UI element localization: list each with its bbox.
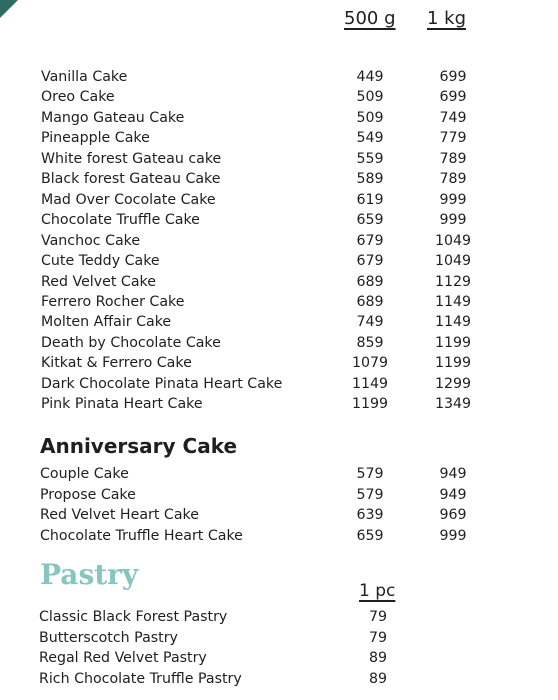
price-500g: 509 (356, 89, 384, 106)
list-item (0, 464, 558, 484)
item-name: Kitkat & Ferrero Cake (41, 355, 192, 372)
price-500g: 579 (356, 486, 384, 503)
price-1pc: 89 (368, 670, 388, 687)
list-item (0, 169, 558, 189)
price-1kg: 1129 (434, 273, 472, 290)
price-1kg: 1199 (434, 334, 472, 351)
item-name: Classic Black Forest Pastry (39, 609, 228, 625)
price-500g: 859 (356, 334, 384, 351)
price-1kg: 1049 (434, 232, 472, 249)
price-500g: 1199 (351, 396, 389, 413)
pastry-section-title: Pastry (40, 558, 139, 591)
item-name: Chocolate Truffle Heart Cake (40, 527, 243, 544)
price-500g: 449 (356, 69, 384, 85)
list-item (0, 231, 558, 251)
list-item (0, 628, 558, 648)
price-500g: 579 (356, 466, 384, 482)
price-1kg: 1149 (434, 314, 472, 331)
price-1pc: 89 (368, 650, 388, 666)
list-item (0, 210, 558, 230)
item-name: Red Velvet Heart Cake (40, 507, 199, 523)
price-500g: 749 (356, 314, 384, 331)
price-1kg: 1049 (434, 253, 472, 270)
price-1kg: 1299 (434, 375, 472, 392)
list-item (0, 505, 558, 525)
list-item (0, 607, 558, 627)
list-item (0, 485, 558, 505)
price-1kg: 999 (439, 527, 467, 544)
price-1kg: 699 (439, 69, 467, 85)
item-name: Death by Chocolate Cake (41, 334, 221, 351)
price-1kg: 789 (439, 171, 467, 188)
item-name: Mango Gateau Cake (41, 109, 185, 126)
list-item (0, 190, 558, 210)
price-1kg: 779 (439, 130, 467, 147)
price-500g: 679 (356, 232, 384, 249)
item-name: Vanilla Cake (41, 69, 128, 85)
price-1kg: 749 (439, 109, 467, 126)
list-item (0, 333, 558, 353)
price-1kg: 949 (439, 486, 467, 503)
item-name: Couple Cake (40, 466, 129, 482)
list-item (0, 312, 558, 332)
list-item (0, 374, 558, 394)
item-name: White forest Gateau cake (41, 150, 222, 167)
item-name: Dark Chocolate Pinata Heart Cake (41, 375, 283, 392)
item-name: Black forest Gateau Cake (41, 171, 221, 188)
list-item (0, 87, 558, 107)
price-500g: 1079 (351, 355, 389, 372)
price-500g: 679 (356, 253, 384, 270)
header-1kg: 1 kg (427, 8, 467, 29)
price-1kg: 999 (439, 212, 467, 229)
item-name: Chocolate Truffle Cake (41, 212, 200, 229)
price-500g: 639 (356, 507, 384, 523)
price-1kg: 949 (439, 466, 467, 482)
price-500g: 619 (356, 191, 384, 208)
item-name: Pink Pinata Heart Cake (41, 396, 203, 413)
list-item (0, 526, 558, 546)
price-500g: 659 (356, 212, 384, 229)
price-500g: 689 (356, 293, 384, 310)
item-name: Molten Affair Cake (41, 314, 172, 331)
price-1kg: 969 (439, 507, 467, 523)
item-name: Butterscotch Pastry (39, 629, 178, 646)
list-item (0, 353, 558, 373)
list-item (0, 272, 558, 292)
list-item (0, 648, 558, 668)
price-500g: 689 (356, 273, 384, 290)
price-1kg: 999 (439, 191, 467, 208)
item-name: Propose Cake (40, 486, 136, 503)
price-500g: 1149 (351, 375, 389, 392)
price-1kg: 1199 (434, 355, 472, 372)
list-item (0, 149, 558, 169)
list-item (0, 394, 558, 414)
price-1kg: 699 (439, 89, 467, 106)
price-500g: 549 (356, 130, 384, 147)
item-name: Cute Teddy Cake (41, 253, 160, 270)
item-name: Red Velvet Cake (41, 273, 156, 290)
item-name: Ferrero Rocher Cake (41, 293, 185, 310)
list-item (0, 292, 558, 312)
item-name: Regal Red Velvet Pastry (39, 650, 207, 666)
anniversary-section-title: Anniversary Cake (40, 434, 238, 458)
item-name: Mad Over Cocolate Cake (41, 191, 216, 208)
header-500g: 500 g (344, 8, 396, 29)
corner-decoration (0, 0, 18, 18)
price-1pc: 79 (368, 609, 388, 625)
item-name: Vanchoc Cake (41, 232, 141, 249)
item-name: Oreo Cake (41, 89, 115, 106)
price-500g: 589 (356, 171, 384, 188)
list-item (0, 108, 558, 128)
price-500g: 559 (356, 150, 384, 167)
price-1kg: 1149 (434, 293, 472, 310)
price-500g: 509 (356, 109, 384, 126)
header-1pc: 1 pc (359, 581, 396, 601)
list-item (0, 251, 558, 271)
price-1pc: 79 (368, 629, 388, 646)
list-item (0, 67, 558, 87)
list-item (0, 669, 558, 689)
price-1kg: 1349 (434, 396, 472, 413)
item-name: Pineapple Cake (41, 130, 150, 147)
price-500g: 659 (356, 527, 384, 544)
price-1kg: 789 (439, 150, 467, 167)
item-name: Rich Chocolate Truffle Pastry (39, 670, 242, 687)
list-item (0, 128, 558, 148)
